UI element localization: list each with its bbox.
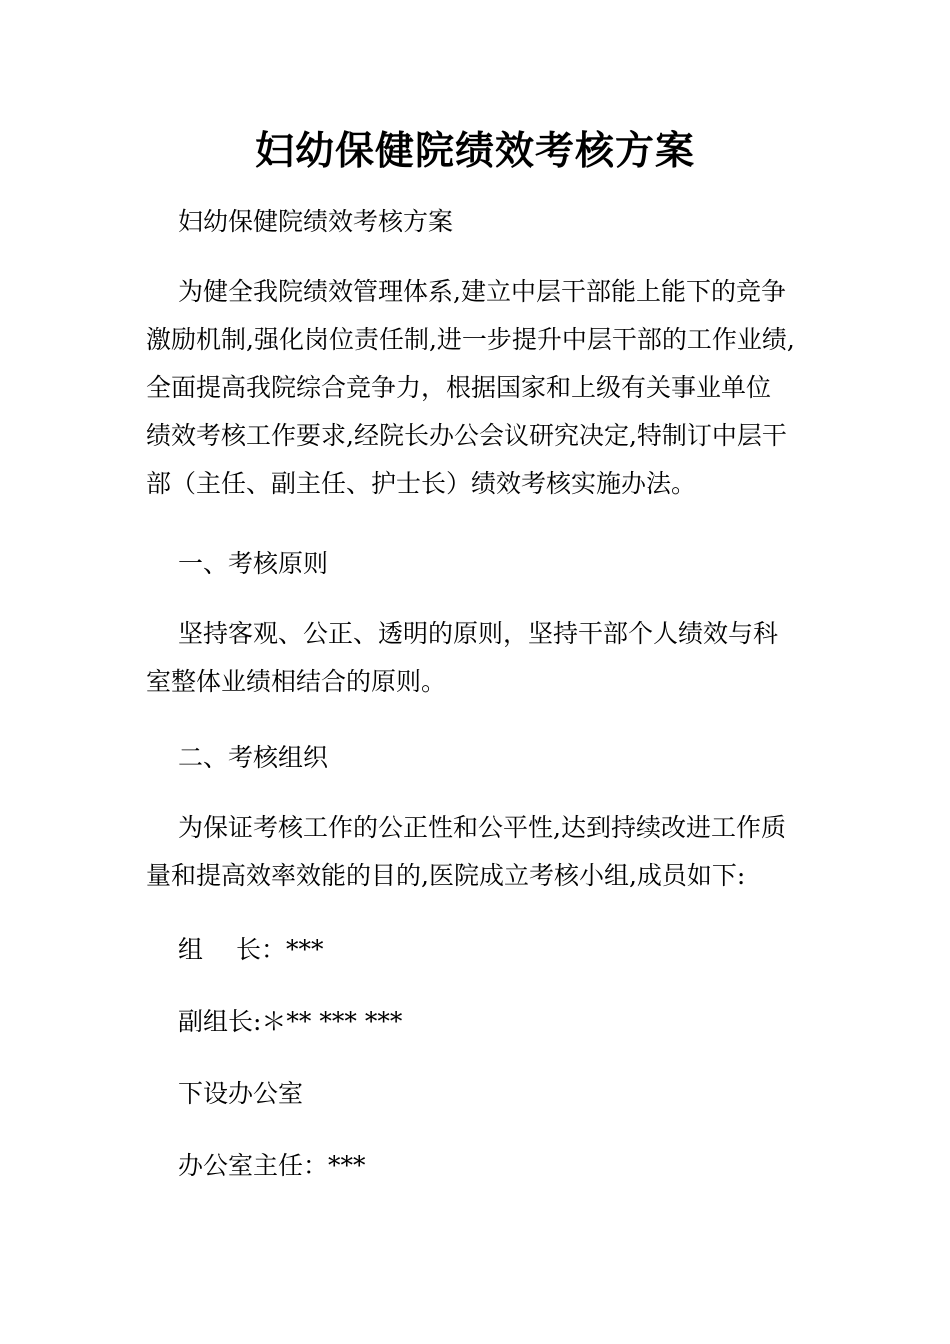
intro-line: 激励机制,强化岗位责任制,进一步提升中层干部的工作业绩,: [146, 325, 795, 354]
office-line: [146, 1070, 810, 1118]
intro-paragraph: [146, 268, 810, 508]
leader-text: 组 长：***: [178, 935, 324, 964]
office-director-line: [146, 1142, 810, 1190]
intro-line: 全面提高我院综合竞争力，根据国家和上级有关事业单位: [146, 373, 772, 402]
document-title: 妇幼保健院绩效考核方案: [254, 128, 695, 174]
intro-line: 绩效考核工作要求,经院长办公会议研究决定,特制订中层干: [146, 421, 787, 450]
section-heading-organization: [146, 734, 810, 782]
subtitle-text: 妇幼保健院绩效考核方案: [178, 207, 454, 236]
deputy-text: 副组长:＊** *** ***: [178, 1007, 403, 1036]
document-subtitle: [146, 198, 842, 246]
leader-line: [146, 926, 810, 974]
office-text: 下设办公室: [178, 1079, 304, 1108]
section-heading-text: 一、考核原则: [178, 549, 329, 578]
section-heading-principles: [146, 540, 810, 588]
principles-line: 室整体业绩相结合的原则。: [146, 667, 447, 696]
organization-paragraph: [146, 804, 810, 900]
intro-line: 部（主任、副主任、护士长）绩效考核实施办法。: [146, 469, 697, 498]
principles-paragraph: [146, 610, 810, 706]
section-heading-text: 二、考核组织: [178, 743, 329, 772]
organization-line: 为保证考核工作的公正性和公平性,达到持续改进工作质: [178, 813, 786, 842]
intro-line: 为健全我院绩效管理体系,建立中层干部能上能下的竞争: [178, 277, 786, 306]
deputy-line: [146, 998, 810, 1046]
organization-line: 量和提高效率效能的目的,医院成立考核小组,成员如下:: [146, 861, 746, 890]
principles-line: 坚持客观、公正、透明的原则，坚持干部个人绩效与科: [178, 619, 779, 648]
office-director-text: 办公室主任：***: [178, 1151, 366, 1180]
